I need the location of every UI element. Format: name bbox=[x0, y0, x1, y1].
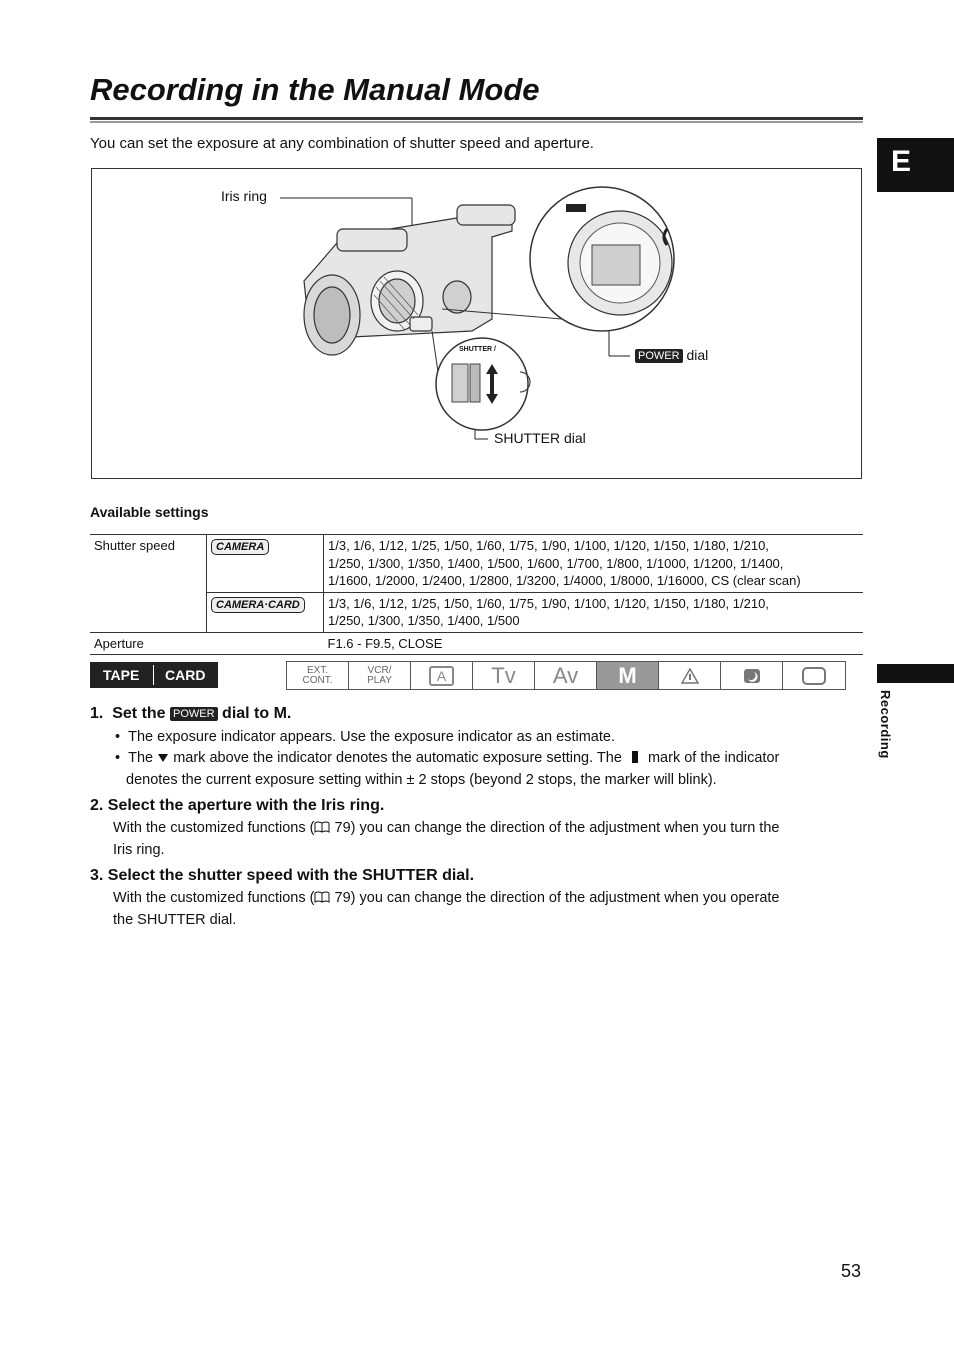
shutter-dial-label: SHUTTER dial bbox=[494, 430, 586, 446]
mode-cont-label: CONT. bbox=[302, 674, 333, 686]
bullet-text: The exposure indicator appears. Use the exposure indicator as an estimate. bbox=[128, 729, 615, 745]
mode-ext-label: EXT. bbox=[306, 664, 329, 676]
list-item: • The exposure indicator appears. Use the exposure indicator as an estimate. bbox=[115, 729, 615, 745]
camera-shutter-values bbox=[324, 535, 864, 593]
step-3-heading: 3. Select the shutter speed with the SHUTTER dial. bbox=[90, 867, 475, 884]
book-icon bbox=[314, 821, 330, 833]
shutter-speed-label: Shutter speed bbox=[90, 535, 207, 633]
card-label: CARD bbox=[165, 667, 206, 683]
mode-auto bbox=[411, 662, 473, 689]
step-3-text bbox=[113, 890, 779, 906]
title-rule bbox=[90, 117, 863, 120]
settings-table bbox=[90, 534, 863, 655]
frame-mode-icon bbox=[783, 662, 845, 689]
mode-tv: Tv bbox=[473, 662, 535, 689]
values-line: 1/3, 1/6, 1/12, 1/25, 1/50, 1/60, 1/75, 1/90, 1/100, 1/120, 1/150, 1/180, 1/210, bbox=[328, 538, 769, 553]
mode-scene-icon bbox=[659, 662, 721, 689]
power-badge: POWER bbox=[170, 707, 218, 721]
camera-figure bbox=[91, 168, 862, 479]
book-icon bbox=[314, 891, 330, 903]
media-separator bbox=[153, 665, 154, 685]
intro-text: You can set the exposure at any combination of shutter speed and aperture. bbox=[90, 135, 594, 152]
bullet-text: mark of the indicator bbox=[647, 750, 780, 766]
step-1-post: dial to M. bbox=[222, 705, 292, 722]
bar-marker-icon bbox=[631, 750, 639, 764]
mode-vcr-label: VCR/ bbox=[367, 664, 392, 676]
step-1-pre: Set the bbox=[112, 705, 166, 722]
camcorder-body bbox=[304, 205, 515, 355]
values-line: 1/1600, 1/2000, 1/2400, 1/2800, 1/3200, 1/4000, 1/8000, 1/16000, CS (clear scan) bbox=[328, 573, 801, 588]
body-text-part: With the customized functions ( bbox=[113, 820, 315, 836]
language-tab-letter: E bbox=[891, 145, 912, 178]
list-item: • The mark above the indicator denotes the automatic exposure setting. The mark of the indicator bbox=[115, 750, 780, 766]
step-1-heading bbox=[90, 705, 291, 723]
step-2-heading: 2. Select the aperture with the Iris ring. bbox=[90, 797, 385, 814]
mode-vcr-play bbox=[349, 662, 411, 689]
body-text-part: 79) you can change the direction of the adjustment when you turn the bbox=[330, 820, 780, 836]
power-dial-label bbox=[635, 347, 708, 363]
page-title: Recording in the Manual Mode bbox=[90, 72, 540, 107]
step-3-text-cont: the SHUTTER dial. bbox=[113, 912, 237, 928]
available-settings-heading: Available settings bbox=[90, 504, 209, 520]
table-row bbox=[90, 632, 863, 655]
shutter-marking: SHUTTER / bbox=[459, 346, 496, 353]
bullet-continuation: denotes the current exposure setting within ± 2 stops (beyond 2 stops, the marker will blink). bbox=[126, 772, 717, 788]
table-row bbox=[90, 535, 863, 593]
camera-card-badge: CAMERA·CARD bbox=[211, 597, 305, 613]
camera-mode-cell bbox=[207, 535, 324, 593]
body-text-part: 79) you can change the direction of the adjustment when you operate bbox=[330, 890, 780, 906]
mode-auto-label: A bbox=[429, 666, 454, 686]
triangle-marker-icon bbox=[157, 753, 169, 763]
camera-card-shutter-values bbox=[324, 592, 864, 632]
camera-illustration bbox=[92, 169, 861, 478]
language-tab bbox=[877, 138, 954, 192]
power-dial-zoom bbox=[530, 187, 674, 331]
mode-indicator-bar bbox=[286, 661, 846, 690]
values-line: 1/3, 1/6, 1/12, 1/25, 1/50, 1/60, 1/75, 1/90, 1/100, 1/120, 1/150, 1/180, 1/210, bbox=[328, 595, 769, 611]
mode-manual: M bbox=[597, 662, 659, 689]
step-2-text bbox=[113, 820, 779, 836]
body-text-part: With the customized functions ( bbox=[113, 890, 315, 906]
power-badge: POWER bbox=[635, 349, 683, 363]
camera-badge: CAMERA bbox=[211, 539, 269, 555]
values-line: 1/250, 1/300, 1/350, 1/400, 1/500 bbox=[328, 613, 520, 628]
dial-label: dial bbox=[686, 347, 709, 363]
mode-ext-cont bbox=[287, 662, 349, 689]
iris-ring-label: Iris ring bbox=[221, 188, 267, 204]
night-mode-icon bbox=[721, 662, 783, 689]
camera-card-mode-cell bbox=[207, 592, 324, 632]
aperture-value: F1.6 - F9.5, CLOSE bbox=[324, 632, 864, 655]
title-rule-shadow bbox=[90, 121, 863, 123]
section-tab-label: Recording bbox=[878, 690, 893, 759]
values-line: 1/250, 1/300, 1/350, 1/400, 1/500, 1/600, 1/700, 1/800, 1/1000, 1/1200, 1/1400, bbox=[328, 555, 784, 571]
section-tab-bar bbox=[877, 664, 954, 683]
mode-av: Av bbox=[535, 662, 597, 689]
tape-label: TAPE bbox=[103, 667, 140, 683]
table-row bbox=[90, 592, 863, 632]
bullet-text: mark above the indicator denotes the automatic exposure setting. The bbox=[173, 750, 622, 766]
page-number: 53 bbox=[841, 1261, 862, 1281]
step-number: 1. bbox=[90, 705, 104, 722]
bullet-text: The bbox=[128, 750, 154, 766]
aperture-label: Aperture bbox=[90, 632, 324, 655]
media-indicator bbox=[90, 662, 218, 688]
mode-play-label: PLAY bbox=[367, 674, 392, 686]
step-2-text-cont: Iris ring. bbox=[113, 842, 165, 858]
